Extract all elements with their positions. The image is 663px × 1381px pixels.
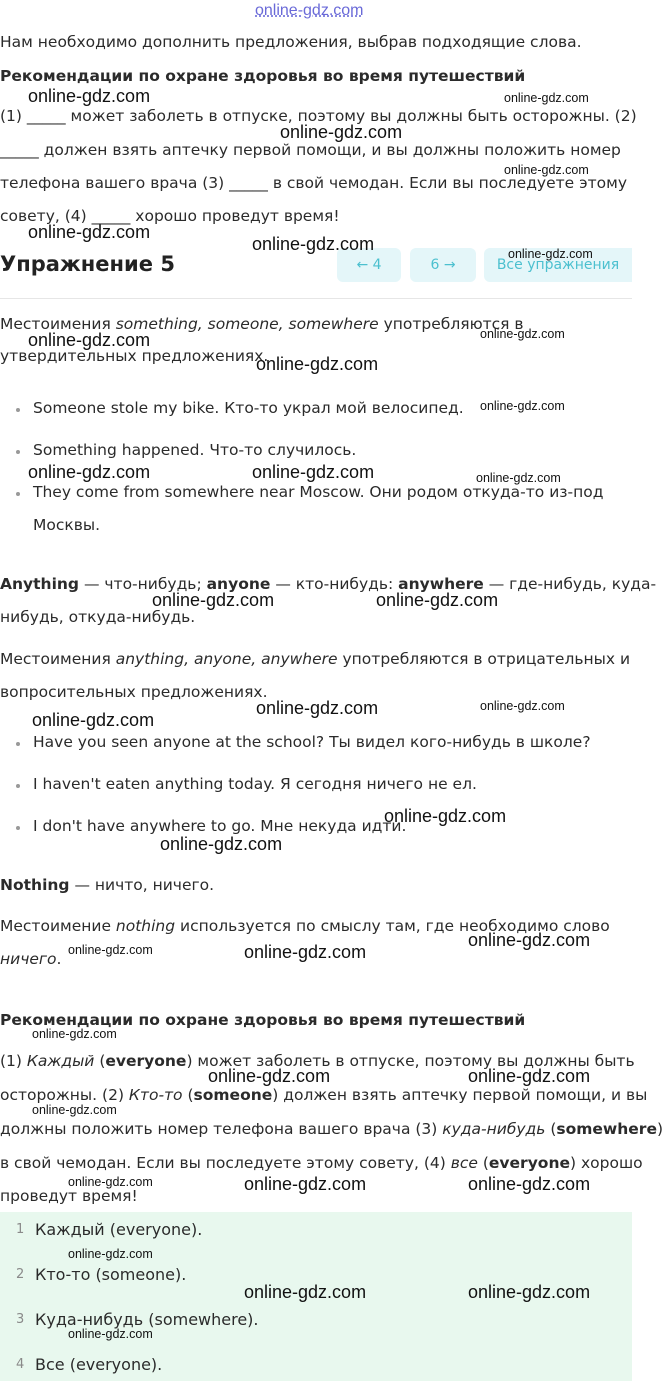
- next-exercise-button[interactable]: [410, 248, 476, 282]
- solution-line: должны положить номер телефона вашего врача (3) куда-нибудь (somewhere): [0, 1120, 663, 1138]
- task-line: совету, (4) _____ хорошо проведут время!: [0, 207, 340, 225]
- divider: [0, 298, 632, 299]
- solution-heading: Рекомендации по охране здоровья во время путешествий: [0, 1011, 526, 1029]
- watermark: online-gdz.com: [480, 699, 565, 713]
- nothing-definition: Nothing — ничто, ничего.: [0, 876, 215, 894]
- solution-line: проведут время!: [0, 1187, 138, 1205]
- solution-line: осторожны. (2) Кто-то (someone) должен взять аптечку первой помощи, и вы: [0, 1086, 648, 1104]
- watermark: online-gdz.com: [244, 1282, 367, 1302]
- solution-line: в свой чемодан. Если вы последуете этому совету, (4) все (everyone) хорошо: [0, 1154, 643, 1172]
- watermark: online-gdz.com: [468, 1282, 591, 1302]
- watermark: online-gdz.com: [68, 1327, 153, 1341]
- any-rule: Местоимения anything, anyone, anywhere употребляются в отрицательных и: [0, 650, 631, 668]
- list-item: Something happened. Что-то случилось.: [33, 441, 357, 459]
- watermark: online-gdz.com: [28, 330, 151, 350]
- watermark: online-gdz.com: [504, 91, 589, 105]
- list-item: They come from somewhere near Moscow. Они родом откуда-то из-под: [33, 483, 604, 501]
- answer-number: 4: [16, 1357, 25, 1372]
- watermark: online-gdz.com: [508, 247, 593, 261]
- next-exercise-label: 6: [430, 257, 440, 273]
- watermark: online-gdz.com: [244, 942, 367, 962]
- watermark: online-gdz.com: [252, 462, 375, 482]
- watermark: online-gdz.com: [476, 471, 561, 485]
- list-item: I don't have anywhere to go. Мне некуда идти.: [33, 817, 407, 835]
- answer-item: Куда-нибудь (somewhere).: [35, 1310, 259, 1329]
- arrow-left-icon: ←: [356, 257, 369, 273]
- all-exercises-button[interactable]: Все упражнения: [484, 248, 632, 282]
- bullet: [16, 408, 20, 412]
- some-rule-cont: утвердительных предложениях.: [0, 347, 269, 365]
- watermark: online-gdz.com: [32, 1027, 117, 1041]
- task-line: (1) _____ может заболеть в отпуске, поэтому вы должны быть осторожны. (2): [0, 107, 637, 125]
- watermark: online-gdz.com: [504, 163, 589, 177]
- list-item-cont: Москвы.: [33, 516, 101, 534]
- exercise-title: Упражнение 5: [0, 252, 175, 276]
- watermark: online-gdz.com: [244, 1174, 367, 1194]
- answer-item: Каждый (everyone).: [35, 1220, 203, 1239]
- answer-item: Все (everyone).: [35, 1355, 163, 1374]
- nothing-rule: Местоимение nothing используется по смыслу там, где необходимо слово: [0, 917, 610, 935]
- watermark: online-gdz.com: [152, 590, 275, 610]
- watermark: online-gdz.com: [68, 1175, 153, 1189]
- some-rule: Местоимения something, someone, somewhere употребляются в: [0, 315, 524, 333]
- watermark: online-gdz.com: [28, 86, 151, 106]
- watermark: online-gdz.com: [376, 590, 499, 610]
- list-item: Have you seen anyone at the school? Ты видел кого-нибудь в школе?: [33, 733, 591, 751]
- task-line: телефона вашего врача (3) _____ в свой чемодан. Если вы последуете этому: [0, 174, 628, 192]
- watermark: online-gdz.com: [480, 399, 565, 413]
- prev-exercise-label: 4: [372, 257, 382, 273]
- bullet: [16, 784, 20, 788]
- list-item: I haven't eaten anything today. Я сегодня ничего не ел.: [33, 775, 477, 793]
- watermark: online-gdz.com: [468, 1174, 591, 1194]
- watermark: online-gdz.com: [256, 698, 379, 718]
- watermark: online-gdz.com: [32, 1103, 117, 1117]
- watermark-top[interactable]: online-gdz.com: [255, 2, 364, 19]
- bullet: [16, 826, 20, 830]
- watermark: online-gdz.com: [28, 222, 151, 242]
- watermark: online-gdz.com: [28, 462, 151, 482]
- watermark: online-gdz.com: [480, 327, 565, 341]
- solution-line: (1) Каждый (everyone) может заболеть в отпуске, поэтому вы должны быть: [0, 1052, 635, 1070]
- watermark: online-gdz.com: [252, 234, 375, 254]
- watermark: online-gdz.com: [32, 710, 155, 730]
- task-heading: Рекомендации по охране здоровья во время путешествий: [0, 67, 526, 85]
- watermark: online-gdz.com: [160, 834, 283, 854]
- watermark: online-gdz.com: [256, 354, 379, 374]
- task-intro: Нам необходимо дополнить предложения, выбрав подходящие слова.: [0, 33, 582, 51]
- watermark: online-gdz.com: [208, 1066, 331, 1086]
- watermark: online-gdz.com: [468, 930, 591, 950]
- any-definition: Anything — что-нибудь; anyone — кто-нибудь: anywhere — где-нибудь, куда-: [0, 575, 657, 593]
- watermark: online-gdz.com: [468, 1066, 591, 1086]
- list-item: Someone stole my bike. Кто-то украл мой велосипед.: [33, 399, 464, 417]
- bullet: [16, 492, 20, 496]
- watermark: online-gdz.com: [68, 1247, 153, 1261]
- watermark: online-gdz.com: [280, 122, 403, 142]
- any-rule-cont: вопросительных предложениях.: [0, 683, 268, 701]
- watermark: online-gdz.com: [68, 943, 153, 957]
- arrow-right-icon: →: [443, 257, 456, 273]
- bullet: [16, 450, 20, 454]
- answer-number: 1: [16, 1222, 25, 1237]
- answer-number: 2: [16, 1267, 25, 1282]
- watermark: online-gdz.com: [384, 806, 507, 826]
- bullet: [16, 742, 20, 746]
- answer-number: 3: [16, 1312, 25, 1327]
- task-line: _____ должен взять аптечку первой помощи, и вы должны положить номер: [0, 141, 621, 159]
- any-definition-cont: нибудь, откуда-нибудь.: [0, 608, 196, 626]
- nothing-rule-cont: ничего.: [0, 950, 62, 968]
- answer-item: Кто-то (someone).: [35, 1265, 187, 1284]
